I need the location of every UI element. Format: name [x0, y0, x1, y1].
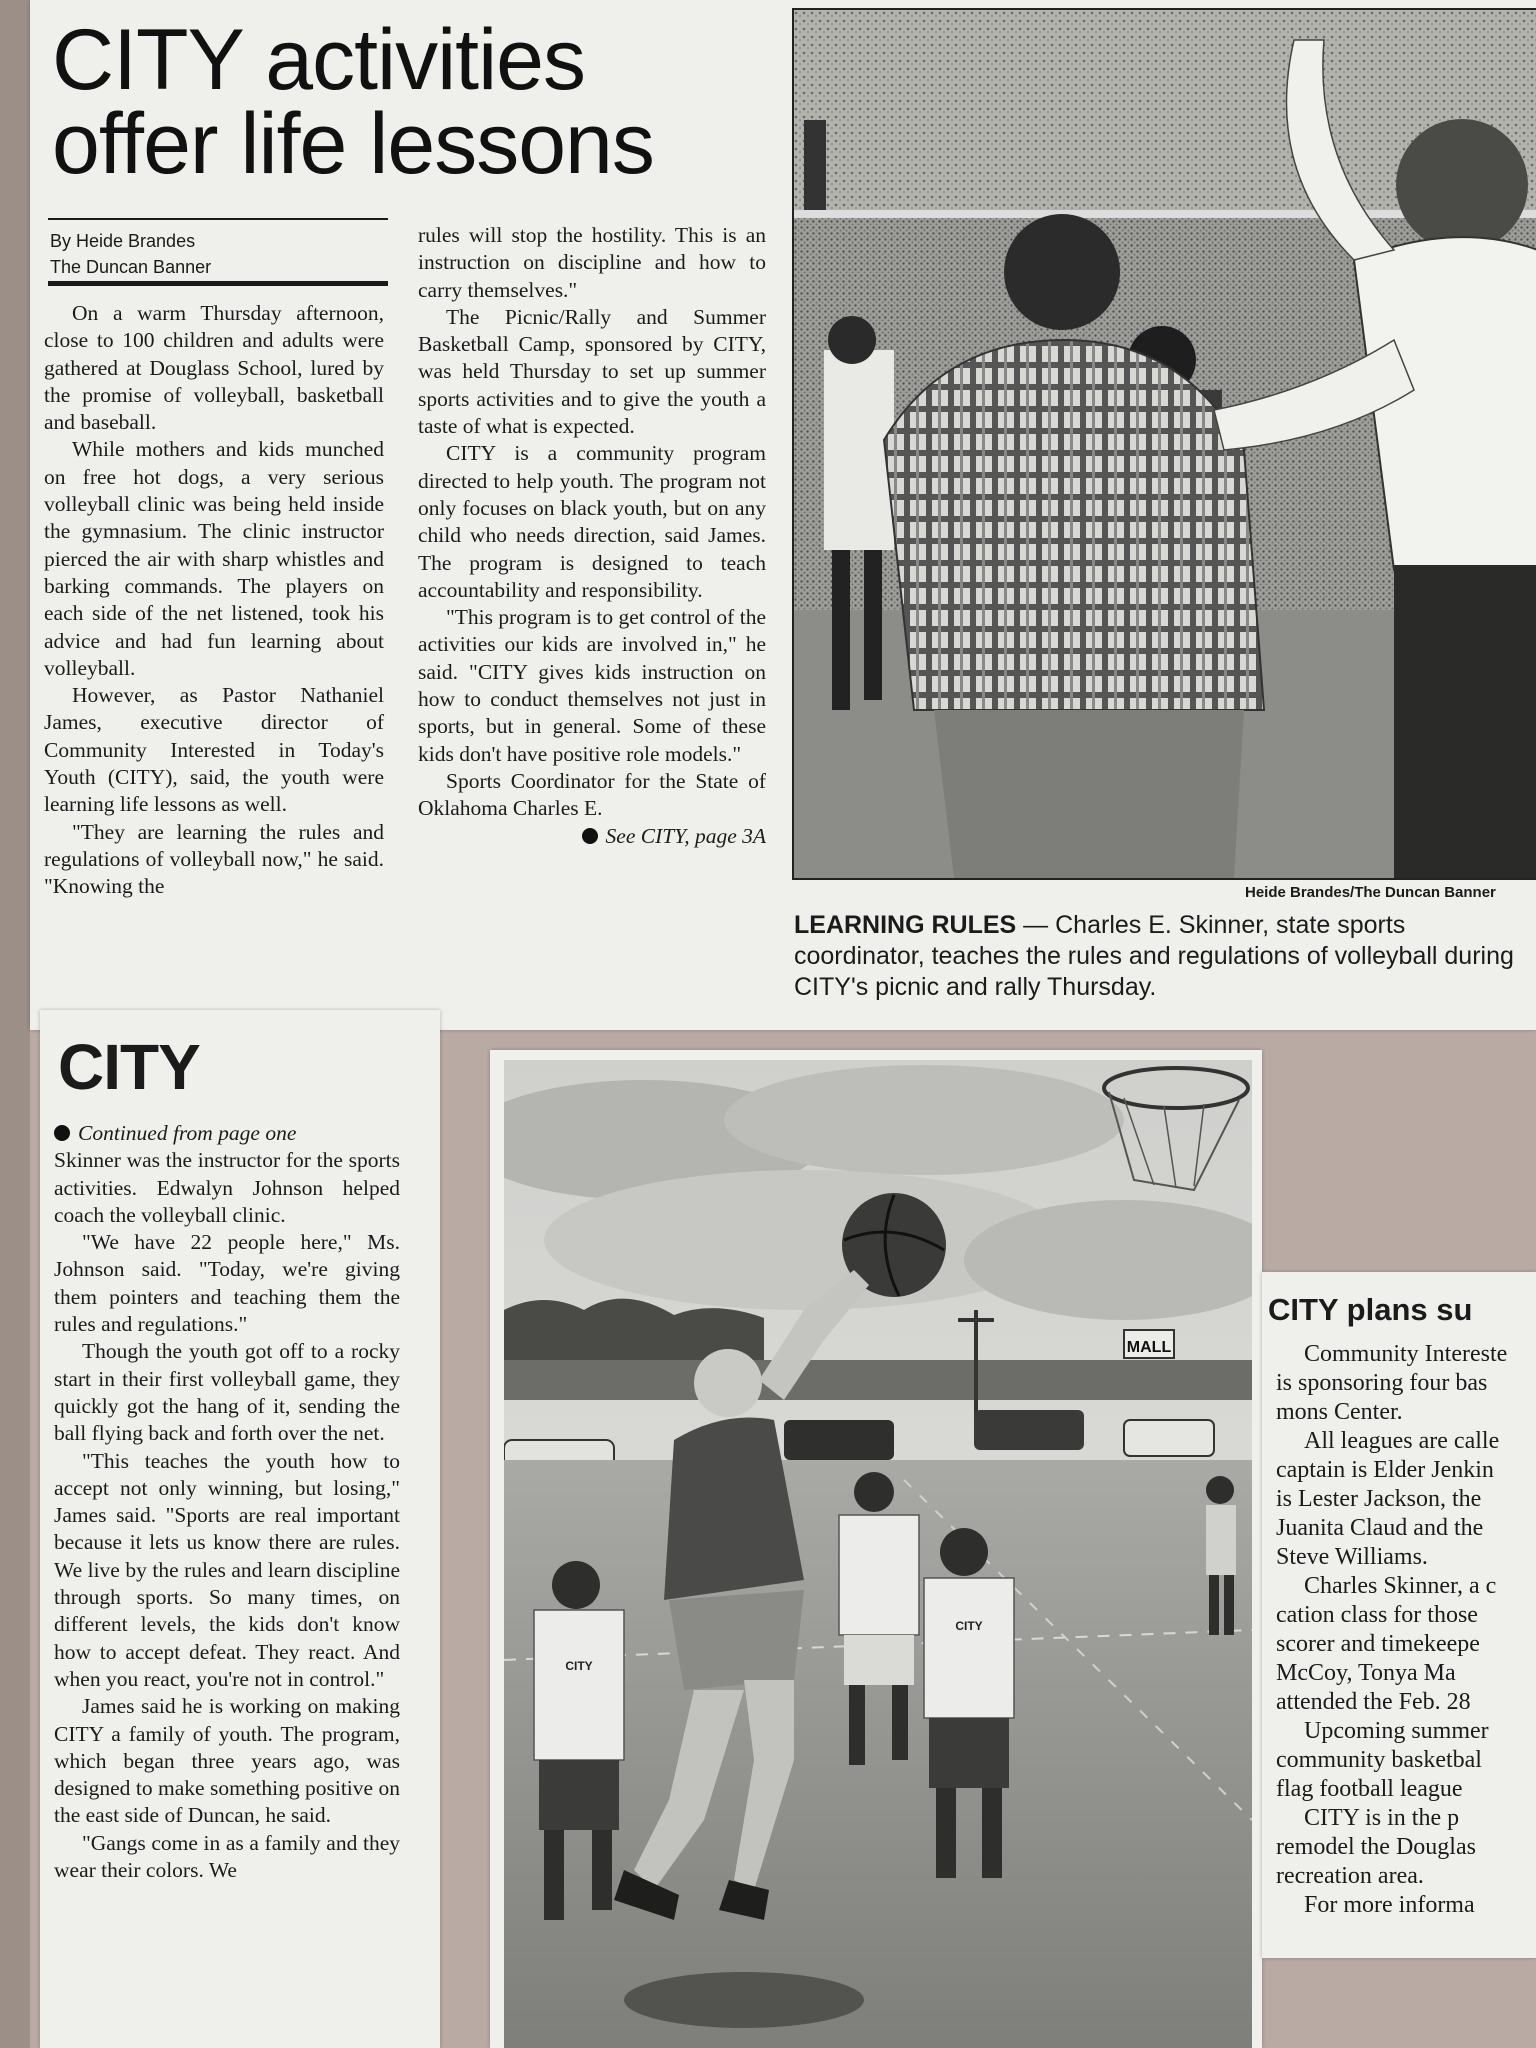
photo-volleyball-clinic: [792, 8, 1536, 880]
paragraph: However, as Pastor Nathaniel James, executive director of Community Interested in Today's Youth (CITY), said, the youth were learning life lessons as well.: [44, 683, 384, 817]
photo-volleyball-image: [794, 10, 1536, 878]
side-line: For more informa: [1304, 1892, 1475, 1918]
article-column-2: [418, 222, 766, 850]
paragraph: While mothers and kids munched on free hot dogs, a very serious volleyball clinic was being held inside the gymnasium. The clinic instructor pierced the air with sharp whistles and barking commands. The players on each side of the net listened, took his advice and had fun learning about volleyball.: [44, 437, 384, 680]
jersey-text: CITY: [565, 1659, 593, 1673]
side-line: scorer and timekeepe: [1276, 1631, 1480, 1657]
paragraph: "This teaches the youth how to accept not only winning, but losing," James said. "Sports are real important because it lets us know there are rules. We live by the rules and learn discipline through sports. So many times, on different levels, the kids don't know how to accept defeat. They react. And when you react, you're not in control.": [54, 1448, 400, 1691]
headline: [52, 12, 772, 192]
continued-kicker: CITY: [58, 1031, 200, 1103]
side-line: cation class for those: [1276, 1602, 1478, 1628]
bullet-icon: [54, 1125, 70, 1141]
paragraph: Though the youth got off to a rocky start in their first volleyball game, they quickly got the hang of it, sending the ball flying back and forth over the net.: [54, 1339, 400, 1446]
photo-basketball-image: [504, 1060, 1252, 2048]
continued-from: Continued from page one: [78, 1121, 297, 1145]
paragraph: "This program is to get control of the activities our kids are involved in," he said. "CITY gives kids instruction on how to conduct themselves not just in sports, but in general. Some of these kids don't have positive role models.": [418, 605, 766, 766]
side-line: Steve Williams.: [1276, 1544, 1428, 1570]
continued-column: [54, 1120, 400, 1884]
side-line: All leagues are calle: [1304, 1428, 1500, 1454]
caption-text: — Charles E. Skinner, state sports coordinator, teaches the rules and regulations of volleyball during CITY's picnic and rally Thursday.: [794, 911, 1514, 1001]
jersey-text: CITY: [955, 1619, 983, 1633]
side-line: mons Center.: [1276, 1399, 1403, 1425]
byline-rule-top: [48, 218, 388, 220]
side-line: recreation area.: [1276, 1863, 1424, 1889]
photo-basketball: [504, 1060, 1252, 2048]
scrapbook-edge: [0, 0, 30, 2048]
headline-line2: offer life lessons: [52, 96, 654, 192]
caption-lead: LEARNING RULES: [794, 911, 1017, 939]
side-line: Juanita Claud and the: [1276, 1515, 1484, 1541]
paragraph: Sports Coordinator for the State of Oklahoma Charles E.: [418, 768, 766, 821]
side-line: remodel the Douglas: [1276, 1834, 1476, 1860]
photo-caption: [794, 910, 1536, 1003]
side-line: flag football league: [1276, 1776, 1463, 1802]
side-line: is sponsoring four bas: [1276, 1370, 1488, 1396]
byline-paper: The Duncan Banner: [50, 257, 212, 277]
paragraph: "They are learning the rules and regulations of volleyball now," he said. "Knowing the: [44, 819, 384, 899]
byline: [50, 228, 211, 280]
paragraph: On a warm Thursday afternoon, close to 100 children and adults were gathered at Douglass School, lured by the promise of volleyball, basketball and baseball.: [44, 301, 384, 435]
byline-rule-bottom: [48, 281, 388, 286]
paragraph: CITY is a community program directed to help youth. The program not only focuses on black youth, but on any child who needs direction, said James. The program is designed to teach accountability and responsibility.: [418, 441, 766, 602]
side-line: McCoy, Tonya Ma: [1276, 1660, 1456, 1686]
paragraph: Skinner was the instructor for the sports activities. Edwalyn Johnson helped coach the volleyball clinic.: [54, 1148, 400, 1227]
side-line: Charles Skinner, a c: [1304, 1573, 1497, 1599]
paragraph: James said he is working on making CITY a family of youth. The program, which began three years ago, was designed to make something positive on the east side of Duncan, he said.: [54, 1694, 400, 1828]
side-line: Upcoming summer: [1304, 1718, 1489, 1744]
headline-line1: CITY activities: [52, 12, 585, 108]
side-line: CITY is in the p: [1304, 1805, 1460, 1831]
side-line: is Lester Jackson, the: [1276, 1486, 1482, 1512]
byline-author: By Heide Brandes: [50, 231, 196, 251]
paragraph: rules will stop the hostility. This is an instruction on discipline and how to carry themselves.": [418, 223, 766, 302]
side-line: community basketbal: [1276, 1747, 1482, 1773]
photo-credit: Heide Brandes/The Duncan Banner: [1245, 884, 1496, 901]
continued-from-line: [54, 1120, 400, 1147]
paragraph: "Gangs come in as a family and they wear their colors. We: [54, 1830, 400, 1883]
article-column-1: [44, 300, 384, 901]
side-headline: CITY plans su: [1268, 1292, 1473, 1327]
paragraph: The Picnic/Rally and Summer Basketball Camp, sponsored by CITY, was held Thursday to set up summer sports activities and to give the youth a taste of what is expected.: [418, 304, 766, 439]
side-line: Community Intereste: [1304, 1341, 1508, 1367]
jump-line: [418, 823, 766, 850]
side-line: captain is Elder Jenkin: [1276, 1457, 1494, 1483]
side-column: [1276, 1340, 1536, 1920]
jump-text: See CITY, page 3A: [605, 823, 766, 848]
side-line: attended the Feb. 28: [1276, 1689, 1471, 1715]
mall-sign-text: MALL: [1126, 1339, 1172, 1356]
paragraph: "We have 22 people here," Ms. Johnson said. "Today, we're giving them pointers and teaching them the rules and regulations.": [54, 1230, 400, 1337]
bullet-icon: [582, 828, 598, 844]
